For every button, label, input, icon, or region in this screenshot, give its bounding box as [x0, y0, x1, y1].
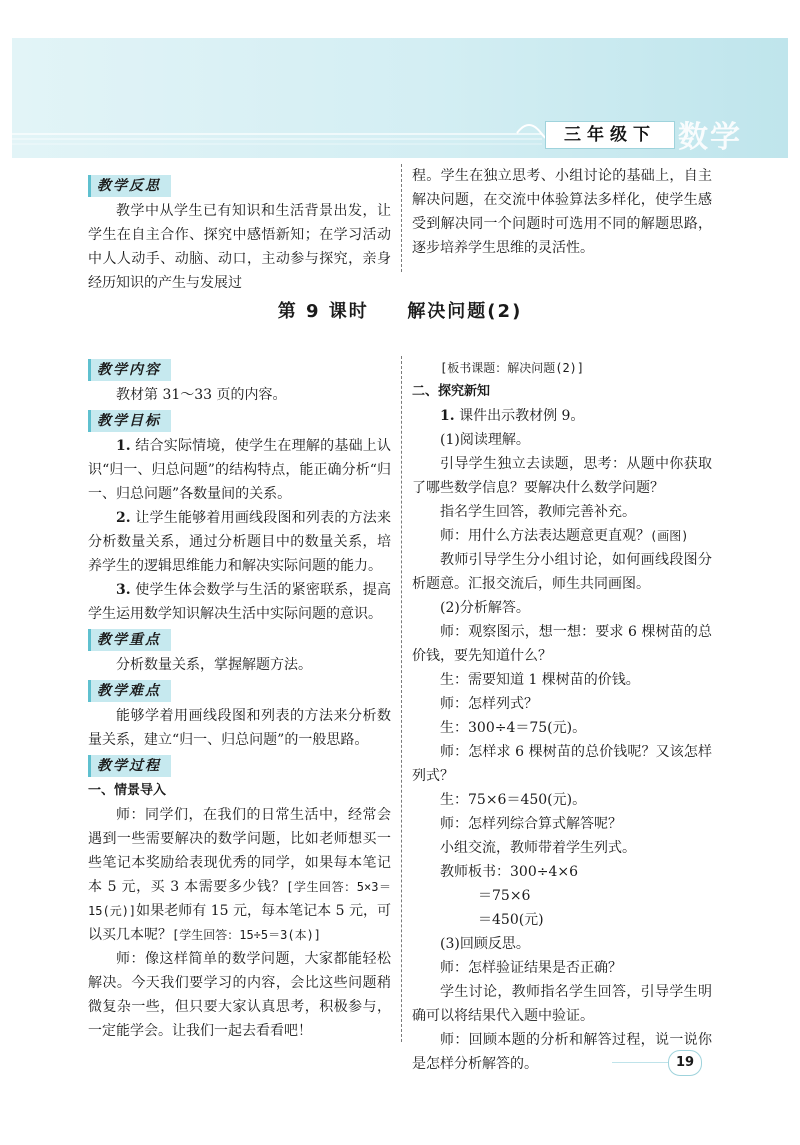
method-question-note: (画图)	[650, 529, 689, 543]
lesson-number: 第 9 课时	[277, 301, 369, 322]
method-question	[412, 524, 712, 548]
section-1-title: 一、情景导入	[88, 783, 167, 798]
goal-3-number: 3.	[116, 582, 131, 598]
intro-text-b: 如果老师有 15 元，每本笔记本 5 元，可以买几本呢？	[88, 903, 391, 943]
step-analysis: (2)分析解答。	[440, 600, 530, 616]
intro-paragraph-1	[88, 803, 391, 947]
verify-question: 师：怎样验证结果是否正确？	[440, 960, 622, 976]
goal-1-number: 1.	[116, 438, 131, 454]
reflection-text-left: 教学中从学生已有知识和生活背景出发，让学生在自主合作、探究中感悟新知；在学习活动中人人动手、动脑、动口，主动参与探究，亲身经历知识的产生与发展过	[88, 203, 391, 291]
column-divider-top	[401, 164, 402, 272]
page-number-line	[612, 1062, 668, 1063]
student-answer-2: [学生回答：15÷5＝3(本)]	[172, 928, 322, 942]
goal-2	[88, 506, 391, 578]
content-text: 教材第 31～33 页的内容。	[116, 387, 287, 403]
goal-2-number: 2.	[116, 510, 131, 526]
subject-decoration: 数学	[678, 120, 742, 155]
review-summary: 师：回顾本题的分析和解答过程，说一说你是怎样分析解答的。	[412, 1032, 712, 1072]
student-need: 生：需要知道 1 棵树苗的价钱。	[440, 672, 640, 688]
left-column	[88, 356, 391, 1043]
lesson-name: 解决问题(2)	[407, 301, 523, 322]
lesson-title	[0, 297, 800, 323]
observe-question: 师：观察图示，想一想：要求 6 棵树苗的总价钱，要先知道什么？	[412, 624, 712, 664]
method-question-text: 师：用什么方法表达题意更直观？	[440, 528, 650, 544]
section-2-title: 二、探究新知	[412, 384, 491, 399]
goal-3	[88, 578, 391, 626]
formula-question: 师：怎样列式？	[440, 696, 538, 712]
reflection-left	[88, 172, 391, 295]
student-formula-2: 生：75×6＝450(元)。	[440, 792, 587, 808]
verify-discussion: 学生讨论，教师指名学生回答，引导学生明确可以将结果代入题中验证。	[412, 984, 712, 1024]
step-reading: (1)阅读理解。	[440, 432, 530, 448]
goal-2-text: 让学生能够着用画线段图和列表的方法来分析数量关系，通过分析题目中的数量关系，培养学生的逻辑思维能力和解决实际问题的能力。	[88, 510, 391, 574]
example-line	[412, 404, 712, 428]
reflection-tag: 教学反思	[88, 175, 171, 197]
reflection-right	[412, 164, 712, 260]
goal-1-text: 结合实际情境，使学生在理解的基础上认识“归一、归总问题”的结构特点，能正确分析“归一、归总问题”各数量间的关系。	[88, 438, 391, 502]
group-formula: 小组交流，教师带着学生列式。	[440, 840, 636, 856]
process-tag: 教学过程	[88, 755, 171, 777]
example-number: 1.	[440, 408, 455, 424]
intro-text-a: 师：同学们，在我们的日常生活中，经常会遇到一些需要解决的数学问题，比如老师想买一些笔记本奖励给表现优秀的同学，如果每本笔记本 5 元，买 3 本需要多少钱？	[88, 807, 391, 895]
page-number: 19	[668, 1050, 702, 1076]
grade-label: 三年级下	[545, 121, 675, 149]
board-formula-1: 教师板书：300÷4×6	[440, 864, 578, 880]
reflection-text-right: 程。学生在独立思考、小组讨论的基础上，自主解决问题，在交流中体验算法多样化，使学生感受到解决同一个问题时可选用不同的解题思路，逐步培养学生思维的灵活性。	[412, 168, 712, 256]
difficulty-text: 能够学着用画线段图和列表的方法来分析数量关系，建立“归一、归总问题”的一般思路。	[88, 708, 391, 748]
board-formula-2: ＝75×6	[478, 888, 531, 904]
key-points-tag: 教学重点	[88, 629, 171, 651]
goals-tag: 教学目标	[88, 410, 171, 432]
content-tag: 教学内容	[88, 359, 171, 381]
right-column	[412, 356, 712, 1076]
goal-1	[88, 434, 391, 506]
step-review: (3)回顾反思。	[440, 936, 530, 952]
guide-reading: 引导学生独立去读题，思考：从题中你获取了哪些数学信息？要解决什么数学问题？	[412, 456, 712, 496]
combined-question: 师：怎样列综合算式解答呢？	[440, 816, 622, 832]
key-points-text: 分析数量关系，掌握解题方法。	[116, 657, 312, 673]
difficulty-tag: 教学难点	[88, 680, 171, 702]
board-title-note: [板书课题：解决问题(2)]	[440, 361, 585, 375]
example-text: 课件出示教材例 9。	[459, 408, 585, 424]
student-answer-1: [学生回答：5×3＝15(元)]	[88, 880, 391, 918]
goal-3-text: 使学生体会数学与生活的紧密联系，提高学生运用数学知识解决生活中实际问题的意识。	[88, 582, 391, 622]
student-formula-1: 生：300÷4＝75(元)。	[440, 720, 587, 736]
intro-paragraph-2: 师：像这样简单的数学问题，大家都能轻松解决。今天我们要学习的内容，会比这些问题稍微复杂一些，但只要大家认真思考，积极参与，一定能学会。让我们一起去看看吧！	[88, 951, 391, 1039]
group-discussion: 教师引导学生分小组讨论，如何画线段图分析题意。汇报交流后，师生共同画图。	[412, 552, 712, 592]
board-formula-3: ＝450(元)	[478, 912, 544, 928]
column-divider-main	[401, 356, 402, 1042]
total-price-question: 师：怎样求 6 棵树苗的总价钱呢？又该怎样列式？	[412, 744, 712, 784]
answer-supplement: 指名学生回答，教师完善补充。	[440, 504, 636, 520]
